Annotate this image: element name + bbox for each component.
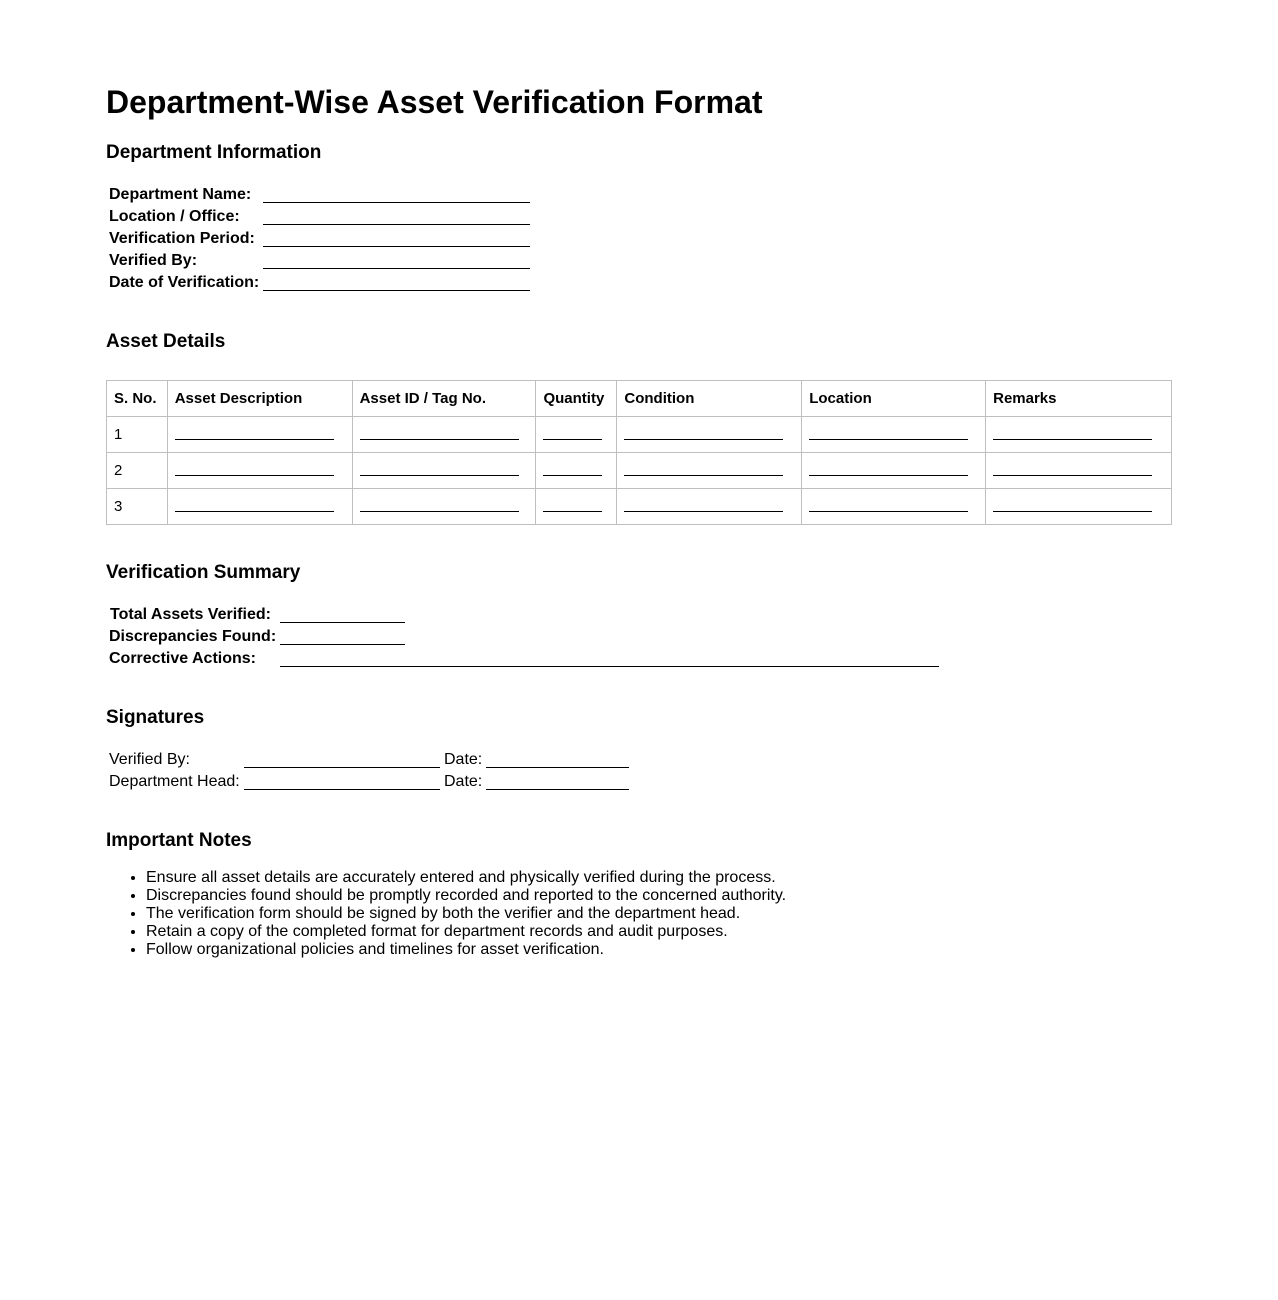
location-cell[interactable] — [802, 453, 986, 489]
description-blank[interactable] — [175, 511, 334, 512]
row-number: 1 — [107, 417, 168, 453]
location-blank[interactable] — [809, 511, 968, 512]
description-cell[interactable] — [167, 453, 352, 489]
column-header-remarks: Remarks — [986, 381, 1172, 417]
notes-list — [106, 869, 786, 959]
condition-blank[interactable] — [624, 439, 783, 440]
list-item: • Retain a copy of the completed format for department records and audit purposes. — [146, 923, 786, 941]
description-blank[interactable] — [175, 475, 334, 476]
verification-summary-heading: Verification Summary — [106, 562, 301, 583]
asset-id-blank[interactable] — [360, 511, 519, 512]
list-item: • Ensure all asset details are accurately entered and physically verified during the process. — [146, 869, 786, 887]
column-header-asset-id: Asset ID / Tag No. — [352, 381, 536, 417]
verifier-signature-blank[interactable] — [244, 767, 440, 768]
table-row — [107, 453, 1172, 489]
table-row — [107, 417, 1172, 453]
important-notes-heading: Important Notes — [106, 830, 252, 851]
field-label: Total Assets Verified: — [110, 606, 271, 623]
verifier-date-blank[interactable] — [486, 767, 629, 768]
verified-by-blank[interactable] — [263, 268, 530, 269]
column-header-description: Asset Description — [167, 381, 352, 417]
date-label: Date: — [444, 751, 483, 768]
location-office-blank[interactable] — [263, 224, 530, 225]
location-cell[interactable] — [802, 489, 986, 525]
quantity-cell[interactable] — [536, 453, 617, 489]
description-cell[interactable] — [167, 417, 352, 453]
table-header-row — [107, 381, 1172, 417]
asset-id-cell[interactable] — [352, 417, 536, 453]
condition-cell[interactable] — [617, 489, 802, 525]
remarks-cell[interactable] — [986, 453, 1172, 489]
remarks-blank[interactable] — [993, 511, 1152, 512]
signatures-heading: Signatures — [106, 707, 205, 728]
asset-table — [106, 380, 1172, 525]
remarks-cell[interactable] — [986, 417, 1172, 453]
column-header-quantity: Quantity — [536, 381, 617, 417]
asset-details-heading: Asset Details — [106, 331, 226, 352]
column-header-location: Location — [802, 381, 986, 417]
field-label: Discrepancies Found: — [109, 628, 277, 645]
asset-id-cell[interactable] — [352, 453, 536, 489]
list-item: • Follow organizational policies and timelines for asset verification. — [146, 941, 786, 959]
field-label: Date of Verification: — [109, 274, 260, 291]
location-cell[interactable] — [802, 417, 986, 453]
asset-id-cell[interactable] — [352, 489, 536, 525]
remarks-blank[interactable] — [993, 475, 1152, 476]
field-label: Location / Office: — [109, 208, 240, 225]
date-label: Date: — [444, 773, 483, 790]
column-header-condition: Condition — [617, 381, 802, 417]
quantity-blank[interactable] — [543, 439, 602, 440]
department-name-blank[interactable] — [263, 202, 530, 203]
signature-label: Department Head: — [109, 773, 240, 790]
asset-id-blank[interactable] — [360, 475, 519, 476]
location-blank[interactable] — [809, 439, 968, 440]
list-item: • The verification form should be signed by both the verifier and the department head. — [146, 905, 786, 923]
condition-blank[interactable] — [624, 511, 783, 512]
quantity-cell[interactable] — [536, 489, 617, 525]
condition-cell[interactable] — [617, 417, 802, 453]
table-row — [107, 489, 1172, 525]
field-label: Department Name: — [109, 186, 252, 203]
corrective-actions-blank[interactable] — [280, 666, 939, 667]
row-number: 2 — [107, 453, 168, 489]
row-number: 3 — [107, 489, 168, 525]
remarks-cell[interactable] — [986, 489, 1172, 525]
list-item: • Discrepancies found should be promptly recorded and reported to the concerned authority. — [146, 887, 786, 905]
verification-period-blank[interactable] — [263, 246, 530, 247]
discrepancies-blank[interactable] — [280, 644, 405, 645]
department-head-signature-blank[interactable] — [244, 789, 440, 790]
department-head-date-blank[interactable] — [486, 789, 629, 790]
asset-id-blank[interactable] — [360, 439, 519, 440]
signature-label: Verified By: — [109, 751, 190, 768]
date-of-verification-blank[interactable] — [263, 290, 530, 291]
quantity-blank[interactable] — [543, 475, 602, 476]
location-blank[interactable] — [809, 475, 968, 476]
description-cell[interactable] — [167, 489, 352, 525]
quantity-blank[interactable] — [543, 511, 602, 512]
field-label: Verification Period: — [109, 230, 255, 247]
total-assets-blank[interactable] — [280, 622, 405, 623]
condition-cell[interactable] — [617, 453, 802, 489]
condition-blank[interactable] — [624, 475, 783, 476]
column-header-sno: S. No. — [107, 381, 168, 417]
description-blank[interactable] — [175, 439, 334, 440]
page-title: Department-Wise Asset Verification Format — [106, 84, 763, 120]
field-label: Verified By: — [109, 252, 198, 269]
department-info-heading: Department Information — [106, 142, 322, 163]
quantity-cell[interactable] — [536, 417, 617, 453]
remarks-blank[interactable] — [993, 439, 1152, 440]
field-label: Corrective Actions: — [109, 650, 256, 667]
